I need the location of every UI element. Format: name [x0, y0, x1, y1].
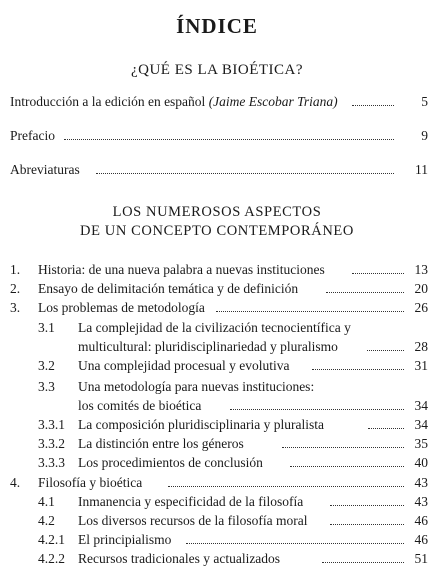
- dot-leader: [96, 173, 394, 174]
- toc-page-number: 5: [421, 94, 428, 109]
- toc-entry: [0, 511, 434, 530]
- toc-entry: [0, 492, 434, 511]
- toc-entry-number: 4.: [10, 475, 21, 490]
- toc-page-number: 46: [414, 532, 428, 547]
- toc-entry-number: 1.: [10, 262, 21, 277]
- toc-entry-number: 3.3: [38, 379, 55, 394]
- toc-entry-text: Los diversos recursos de la filosofía moral: [78, 513, 308, 528]
- toc-entry: [0, 318, 434, 337]
- toc-entry-number: 3.3.1: [38, 417, 65, 432]
- toc-entry: [0, 377, 434, 396]
- toc-page-number: 11: [415, 162, 428, 177]
- toc-page-number: 28: [414, 339, 428, 354]
- toc-entry: [0, 396, 434, 415]
- section-heading-line2: DE UN CONCEPTO CONTEMPORÁNEO: [80, 223, 354, 239]
- dot-leader: [216, 311, 404, 312]
- toc-page-number: 34: [414, 417, 428, 432]
- book-subtitle: ¿QUÉ ES LA BIOÉTICA?: [130, 62, 304, 78]
- toc-page-number: 13: [414, 262, 428, 277]
- toc-entry-text: Una metodología para nuevas instituciones:: [78, 379, 315, 394]
- toc-entry-text: Abreviaturas: [10, 162, 80, 177]
- dot-leader: [186, 543, 404, 544]
- toc-entry-text: La distinción entre los géneros: [78, 436, 244, 451]
- toc-page-number: 46: [414, 513, 428, 528]
- toc-entry: [0, 298, 434, 317]
- toc-page-number: 43: [414, 475, 428, 490]
- toc-entry-text: Ensayo de delimitación temática y de definición: [38, 281, 299, 296]
- toc-entry: [0, 549, 434, 568]
- toc-entry: [0, 473, 434, 492]
- toc-entry-number: 4.1: [38, 494, 55, 509]
- toc-entry: [0, 260, 434, 279]
- dot-leader: [168, 486, 404, 487]
- dot-leader: [330, 505, 404, 506]
- dot-leader: [230, 409, 404, 410]
- toc-entry: [0, 415, 434, 434]
- toc-page-number: 40: [414, 455, 428, 470]
- toc-entry: [0, 279, 434, 298]
- toc-entry-text: Introducción a la edición en español (Jaime Escobar Triana): [10, 94, 338, 109]
- toc-entry-text: El principialismo: [78, 532, 172, 547]
- toc-page-number: 9: [421, 128, 428, 143]
- toc-entry-text: Los problemas de metodología: [38, 300, 205, 315]
- toc-entry-number: 3.: [10, 300, 21, 315]
- toc-entry-text: multicultural: pluridisciplinariedad y pluralismo: [78, 339, 338, 354]
- toc-entry-number: 4.2: [38, 513, 55, 528]
- toc-entry-author: (Jaime Escobar Triana): [208, 94, 338, 109]
- toc-entry-text: los comités de bioética: [78, 398, 202, 413]
- toc-entry-text: La complejidad de la civilización tecnocientífica y: [78, 320, 351, 335]
- dot-leader: [326, 292, 404, 293]
- toc-page-number: 31: [414, 358, 428, 373]
- toc-entry-text: Historia: de una nueva palabra a nuevas instituciones: [38, 262, 325, 277]
- toc-entry-text: Inmanencia y especificidad de la filosofía: [78, 494, 304, 509]
- dot-leader: [290, 466, 404, 467]
- toc-entry-text: Una complejidad procesual y evolutiva: [78, 358, 290, 373]
- toc-entry: [0, 337, 434, 356]
- toc-page-number: 26: [414, 300, 428, 315]
- toc-entry-abreviaturas: [0, 160, 434, 179]
- toc-entry-number: 3.1: [38, 320, 55, 335]
- toc-entry: [0, 453, 434, 472]
- toc-entry-number: 4.2.1: [38, 532, 65, 547]
- toc-entry-text: Prefacio: [10, 128, 55, 143]
- toc-entry: [0, 530, 434, 549]
- dot-leader: [64, 139, 394, 140]
- dot-leader: [367, 350, 404, 351]
- dot-leader: [352, 105, 394, 106]
- toc-entry: [0, 434, 434, 453]
- toc-entry-number: 2.: [10, 281, 21, 296]
- toc-entry-text: Los procedimientos de conclusión: [78, 455, 263, 470]
- toc-entry-intro: [0, 92, 434, 111]
- toc-entry-number: 3.3.2: [38, 436, 65, 451]
- dot-leader: [330, 524, 404, 525]
- toc-page-number: 35: [414, 436, 428, 451]
- toc-page-number: 43: [414, 494, 428, 509]
- dot-leader: [322, 562, 404, 563]
- toc-entry: [0, 356, 434, 375]
- dot-leader: [312, 369, 404, 370]
- dot-leader: [282, 447, 404, 448]
- section-heading-line1: LOS NUMEROSOS ASPECTOS: [112, 204, 322, 220]
- toc-page-number: 51: [414, 551, 428, 566]
- toc-entry-number: 4.2.2: [38, 551, 65, 566]
- toc-entry-text: La composición pluridisciplinaria y pluralista: [78, 417, 324, 432]
- dot-leader: [368, 428, 404, 429]
- page-title: ÍNDICE: [176, 14, 258, 38]
- toc-entry-text: Filosofía y bioética: [38, 475, 143, 490]
- toc-entry-number: 3.3.3: [38, 455, 65, 470]
- toc-page-number: 20: [414, 281, 428, 296]
- toc-entry-text: Recursos tradicionales y actualizados: [78, 551, 281, 566]
- toc-page-number: 34: [414, 398, 428, 413]
- toc-entry-number: 3.2: [38, 358, 55, 373]
- toc-entry-prefacio: [0, 126, 434, 145]
- dot-leader: [352, 273, 404, 274]
